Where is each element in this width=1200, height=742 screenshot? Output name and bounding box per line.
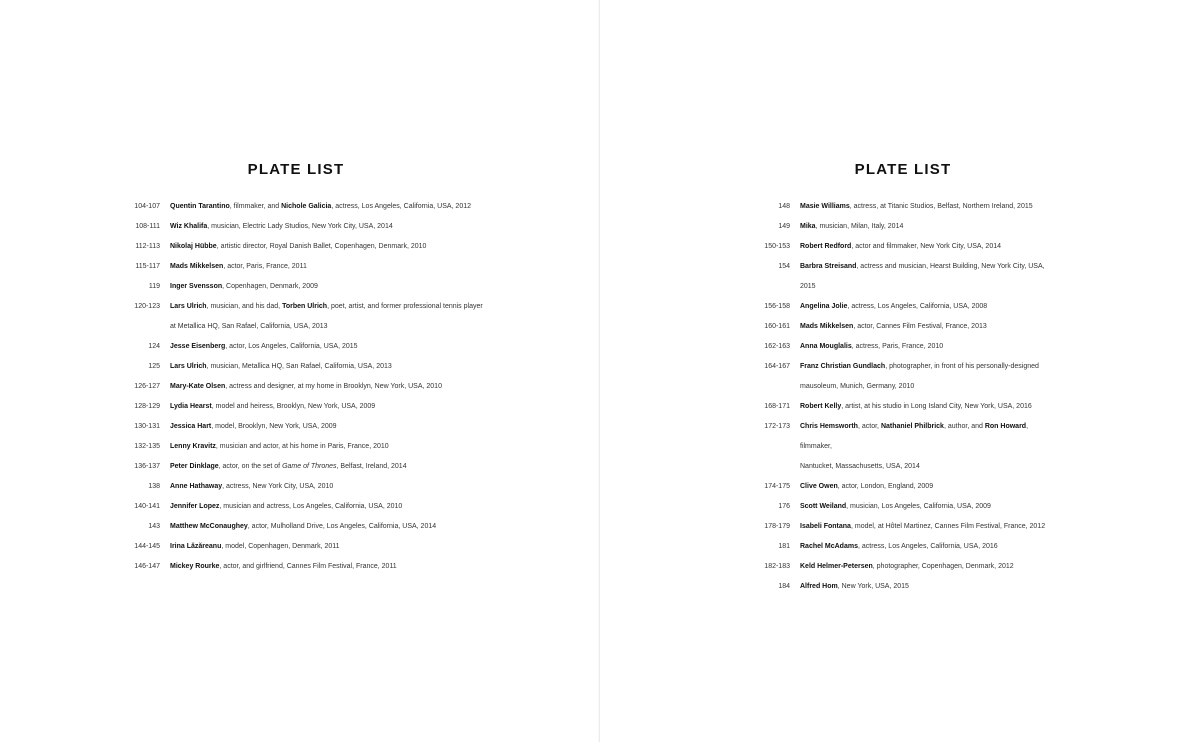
caption-text: at Metallica HQ, San Rafael, California, USA, 2013 — [170, 323, 328, 330]
plate-entry — [120, 317, 500, 337]
plate-entry — [120, 237, 500, 257]
plate-page-numbers: 168-171 — [764, 403, 790, 410]
plate-description — [800, 357, 1050, 377]
plate-description — [800, 497, 1050, 517]
subject-name: Robert Kelly — [800, 403, 842, 410]
caption-text: , actress, at Titanic Studios, Belfast, Northern Ireland, 2015 — [849, 203, 1033, 210]
plate-entry — [750, 357, 1050, 377]
caption-text: Nantucket, Massachusetts, USA, 2014 — [800, 463, 920, 470]
subject-name: Quentin Tarantino — [170, 203, 230, 210]
caption-text: , filmmaker, and — [229, 203, 282, 210]
plate-page-numbers: 115-117 — [135, 263, 160, 270]
plate-description — [800, 237, 1050, 257]
right-page — [600, 0, 1200, 742]
caption-text: , model and heiress, Brooklyn, New York, USA, 2009 — [211, 403, 376, 410]
plate-page-numbers: 176 — [778, 503, 790, 510]
plate-page-numbers: 178-179 — [764, 523, 790, 530]
subject-name: Anne Hathaway — [170, 483, 223, 490]
caption-text: , poet, artist, and former professional tennis player — [327, 303, 483, 310]
plate-entry — [750, 377, 1050, 397]
plate-entry — [750, 517, 1050, 537]
caption-text: , Belfast, Ireland, 2014 — [336, 463, 407, 470]
subject-name: Scott Weiland — [800, 503, 847, 510]
plate-description — [800, 517, 1050, 537]
subject-name: Nikolaj Hübbe — [170, 243, 217, 250]
plate-entry — [120, 537, 500, 557]
plate-description — [170, 437, 500, 457]
plate-entry — [750, 457, 1050, 477]
subject-name: Angelina Jolie — [800, 303, 848, 310]
subject-name: Lars Ulrich — [170, 303, 207, 310]
plate-page-numbers: 104-107 — [134, 203, 160, 210]
subject-name: Mads Mikkelsen — [800, 323, 854, 330]
plate-description — [800, 397, 1050, 417]
plate-description — [170, 497, 500, 517]
subject-name: Nichole Galicia — [281, 203, 332, 210]
caption-text: , musician, Metallica HQ, San Rafael, California, USA, 2013 — [206, 363, 392, 370]
plate-description — [170, 417, 500, 437]
caption-text: , musician, and his dad, — [206, 303, 283, 310]
plate-description — [800, 217, 1050, 237]
subject-name: Inger Svensson — [170, 283, 223, 290]
plate-description — [170, 317, 500, 337]
plate-entry — [750, 417, 1050, 457]
caption-text: , photographer, in front of his personally-designed — [885, 363, 1039, 370]
caption-text: , New York, USA, 2015 — [837, 583, 909, 590]
plate-description — [170, 217, 500, 237]
plate-entry — [750, 557, 1050, 577]
plate-entry — [750, 197, 1050, 217]
plate-page-numbers: 136-137 — [134, 463, 160, 470]
plate-description — [800, 477, 1050, 497]
plate-description — [170, 277, 500, 297]
caption-text: , actor, and girlfriend, Cannes Film Festival, France, 2011 — [219, 563, 397, 570]
plate-page-numbers: 154 — [778, 263, 790, 270]
plate-entry — [120, 557, 500, 577]
subject-name: Clive Owen — [800, 483, 838, 490]
plate-entry — [750, 397, 1050, 417]
caption-text: , musician, Los Angeles, California, USA, 2009 — [846, 503, 991, 510]
caption-text: mausoleum, Munich, Germany, 2010 — [800, 383, 915, 390]
italic-title: Game of Thrones — [282, 463, 337, 470]
plate-description — [170, 337, 500, 357]
caption-text: , photographer, Copenhagen, Denmark, 2012 — [872, 563, 1014, 570]
plate-page-numbers: 138 — [148, 483, 160, 490]
plate-page-numbers: 132-135 — [134, 443, 160, 450]
plate-page-numbers: 150-153 — [764, 243, 790, 250]
plate-entry — [750, 257, 1050, 297]
subject-name: Franz Christian Gundlach — [800, 363, 886, 370]
plate-page-numbers: 143 — [148, 523, 160, 530]
plate-description — [800, 257, 1050, 297]
caption-text: , actor, on the set of — [218, 463, 283, 470]
plate-description — [800, 337, 1050, 357]
subject-name: Peter Dinklage — [170, 463, 219, 470]
plate-page-numbers: 126-127 — [134, 383, 160, 390]
plate-description — [170, 457, 500, 477]
caption-text: , musician and actress, Los Angeles, California, USA, 2010 — [219, 503, 403, 510]
plate-entry — [750, 537, 1050, 557]
plate-page-numbers: 156-158 — [764, 303, 790, 310]
subject-name: Lydia Hearst — [170, 403, 212, 410]
plate-entry — [120, 357, 500, 377]
plate-entry — [120, 397, 500, 417]
plate-entry — [120, 277, 500, 297]
caption-text: , actress, Paris, France, 2010 — [851, 343, 944, 350]
plate-page-numbers: 144-145 — [134, 543, 160, 550]
caption-text: , actor, Cannes Film Festival, France, 2013 — [853, 323, 987, 330]
plate-entry — [750, 337, 1050, 357]
caption-text: , musician, Milan, Italy, 2014 — [815, 223, 904, 230]
caption-text: , model, Brooklyn, New York, USA, 2009 — [211, 423, 337, 430]
plate-description — [170, 557, 500, 577]
plate-entry — [750, 297, 1050, 317]
plate-page-numbers: 119 — [148, 283, 160, 290]
subject-name: Robert Redford — [800, 243, 852, 250]
caption-text: , musician, Electric Lady Studios, New York City, USA, 2014 — [207, 223, 393, 230]
plate-description — [170, 357, 500, 377]
plate-description — [800, 577, 1050, 597]
subject-name: Jesse Eisenberg — [170, 343, 226, 350]
plate-page-numbers: 120-123 — [134, 303, 160, 310]
subject-name: Isabeli Fontana — [800, 523, 851, 530]
plate-page-numbers: 128-129 — [134, 403, 160, 410]
subject-name: Lars Ulrich — [170, 363, 207, 370]
plate-description — [800, 377, 1050, 397]
subject-name: Jennifer Lopez — [170, 503, 220, 510]
plate-page-numbers: 124 — [148, 343, 160, 350]
plate-entry — [120, 337, 500, 357]
plate-page-numbers: 162-163 — [764, 343, 790, 350]
caption-text: , filmmaker, — [800, 423, 1029, 450]
subject-name: Rachel McAdams — [800, 543, 858, 550]
subject-name: Alfred Hom — [800, 583, 838, 590]
subject-name: Lenny Kravitz — [170, 443, 216, 450]
plate-description — [800, 297, 1050, 317]
subject-name: Chris Hemsworth — [800, 423, 858, 430]
plate-description — [170, 397, 500, 417]
caption-text: , model, at Hôtel Martinez, Cannes Film Festival, France, 2012 — [850, 523, 1046, 530]
caption-text: , musician and actor, at his home in Paris, France, 2010 — [215, 443, 389, 450]
plate-description — [170, 477, 500, 497]
caption-text: , actress and designer, at my home in Brooklyn, New York, USA, 2010 — [225, 383, 442, 390]
plate-description — [170, 537, 500, 557]
plate-entry — [750, 317, 1050, 337]
subject-name: Anna Mouglalis — [800, 343, 852, 350]
plate-page-numbers: 108-111 — [135, 223, 160, 230]
caption-text: , actress, Los Angeles, California, USA, 2016 — [857, 543, 998, 550]
caption-text: , model, Copenhagen, Denmark, 2011 — [221, 543, 340, 550]
plate-list — [750, 197, 1050, 597]
subject-name: Mary-Kate Olsen — [170, 383, 226, 390]
page-title: PLATE LIST — [854, 161, 952, 178]
plate-entry — [750, 217, 1050, 237]
subject-name: Irina Lăzăreanu — [170, 543, 222, 550]
plate-page-numbers: 164-167 — [764, 363, 790, 370]
plate-entry — [120, 497, 500, 517]
plate-entry — [120, 217, 500, 237]
plate-entry — [120, 477, 500, 497]
plate-page-numbers: 172-173 — [764, 423, 790, 430]
plate-description — [800, 317, 1050, 337]
plate-description — [800, 457, 1050, 477]
plate-entry — [750, 237, 1050, 257]
subject-name: Nathaniel Philbrick — [880, 423, 944, 430]
caption-text: , actor, Los Angeles, California, USA, 2015 — [225, 343, 358, 350]
caption-text: , actress and musician, Hearst Building, New York City, USA, 2015 — [800, 263, 1045, 290]
page-title: PLATE LIST — [247, 161, 345, 178]
plate-description — [800, 417, 1050, 457]
plate-page-numbers: 140-141 — [134, 503, 160, 510]
plate-entry — [120, 457, 500, 477]
plate-description — [170, 377, 500, 397]
plate-page-numbers: 125 — [148, 363, 160, 370]
plate-entry — [120, 377, 500, 397]
caption-text: , actor and filmmaker, New York City, USA, 2014 — [851, 243, 1001, 250]
caption-text: , Copenhagen, Denmark, 2009 — [222, 283, 318, 290]
caption-text: , actress, Los Angeles, California, USA, 2012 — [331, 203, 471, 210]
plate-entry — [120, 257, 500, 277]
plate-page-numbers: 148 — [778, 203, 790, 210]
plate-entry — [750, 577, 1050, 597]
subject-name: Wiz Khalifa — [170, 223, 208, 230]
caption-text: , actor, Mulholland Drive, Los Angeles, California, USA, 2014 — [247, 523, 437, 530]
subject-name: Mads Mikkelsen — [170, 263, 224, 270]
plate-page-numbers: 174-175 — [764, 483, 790, 490]
subject-name: Keld Helmer-Petersen — [800, 563, 873, 570]
subject-name: Mika — [800, 223, 816, 230]
caption-text: , author, and — [943, 423, 985, 430]
plate-description — [170, 237, 500, 257]
plate-page-numbers: 181 — [778, 543, 790, 550]
plate-description — [800, 537, 1050, 557]
subject-name: Matthew McConaughey — [170, 523, 248, 530]
caption-text: , artist, at his studio in Long Island City, New York, USA, 2016 — [841, 403, 1032, 410]
plate-description — [170, 197, 500, 217]
subject-name: Ron Howard — [984, 423, 1027, 430]
plate-entry — [120, 437, 500, 457]
plate-entry — [750, 497, 1050, 517]
plate-page-numbers: 182-183 — [764, 563, 790, 570]
plate-list — [120, 197, 500, 577]
caption-text: , actress, Los Angeles, California, USA, 2008 — [847, 303, 988, 310]
subject-name: Masie Williams — [800, 203, 850, 210]
caption-text: , actor, London, England, 2009 — [837, 483, 934, 490]
subject-name: Jessica Hart — [170, 423, 212, 430]
plate-description — [800, 557, 1050, 577]
plate-entry — [120, 297, 500, 317]
plate-page-numbers: 149 — [778, 223, 790, 230]
plate-entry — [120, 517, 500, 537]
plate-page-numbers: 160-161 — [764, 323, 790, 330]
plate-description — [170, 517, 500, 537]
caption-text: , actor, Paris, France, 2011 — [223, 263, 307, 270]
caption-text: , actor, — [857, 423, 881, 430]
plate-page-numbers: 130-131 — [134, 423, 160, 430]
subject-name: Barbra Streisand — [800, 263, 857, 270]
plate-description — [170, 297, 500, 317]
plate-page-numbers: 184 — [778, 583, 790, 590]
subject-name: Mickey Rourke — [170, 563, 220, 570]
plate-entry — [750, 477, 1050, 497]
plate-description — [800, 197, 1050, 217]
plate-entry — [120, 197, 500, 217]
plate-page-numbers: 146-147 — [134, 563, 160, 570]
subject-name: Torben Ulrich — [282, 303, 328, 310]
plate-entry — [120, 417, 500, 437]
plate-page-numbers: 112-113 — [135, 243, 160, 250]
plate-description — [170, 257, 500, 277]
caption-text: , actress, New York City, USA, 2010 — [222, 483, 334, 490]
caption-text: , artistic director, Royal Danish Ballet, Copenhagen, Denmark, 2010 — [216, 243, 427, 250]
